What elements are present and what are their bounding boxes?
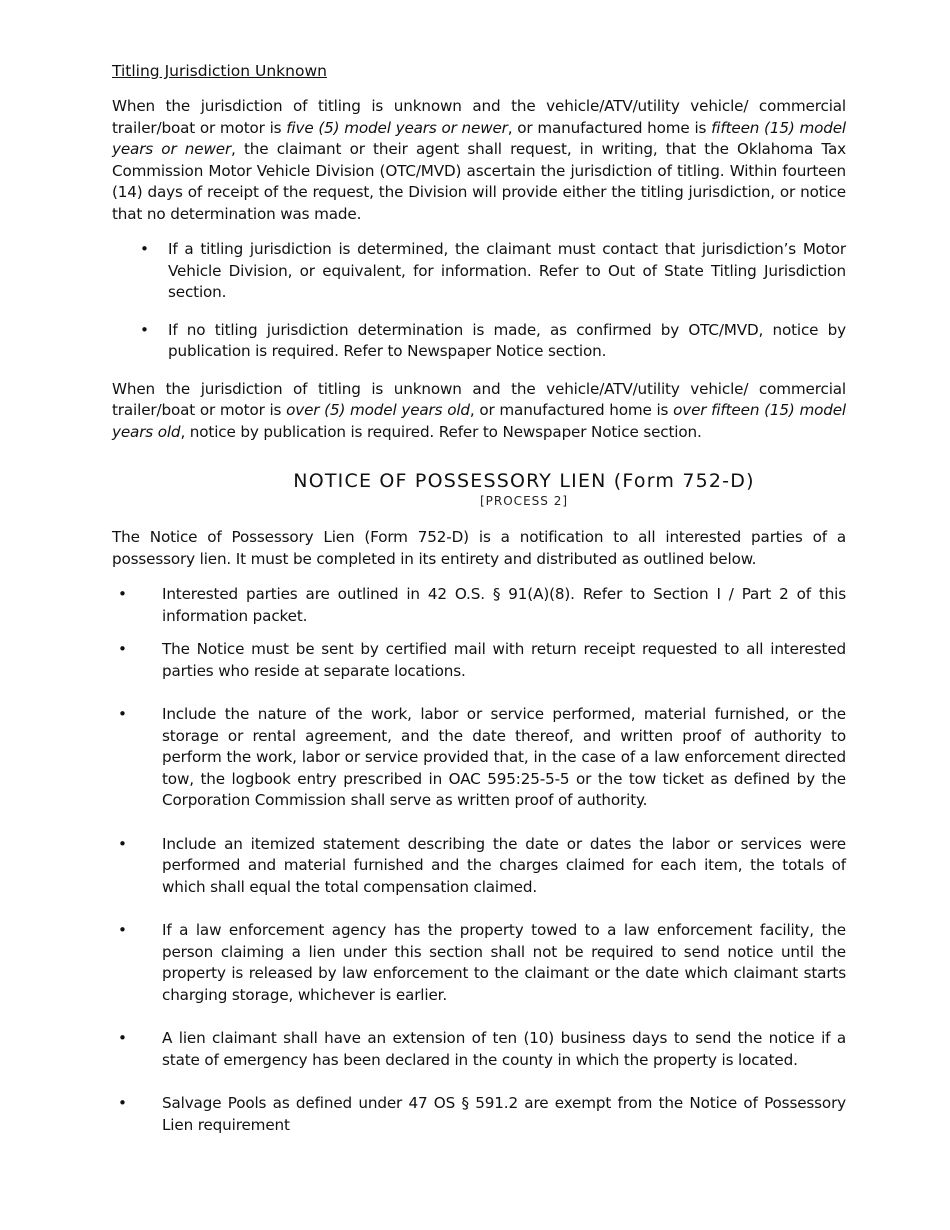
bullet-icon: •: [118, 640, 127, 658]
bullet-icon: •: [118, 921, 127, 939]
list-item: • Include an itemized statement describing the date or dates the labor or services were performed and material furnished and the charges claimed for each item, the totals of which shall equal the total compensation claimed.: [118, 834, 846, 896]
section-title-notice-possessory-lien: NOTICE OF POSSESSORY LIEN (Form 752-D): [293, 470, 755, 492]
paragraph-jurisdiction-older: When the jurisdiction of titling is unknown and the vehicle/ATV/utility vehicle/ commercial trailer/boat or motor is over (5) model years old, or manufactured home is over fifteen (15) model years old, notice by publication is required. Refer to Newspaper Notice section.: [112, 379, 846, 441]
bullet-icon: •: [118, 705, 127, 723]
bullet-icon: •: [118, 585, 127, 603]
list-item: • If a titling jurisdiction is determined, the claimant must contact that jurisdiction’s Motor Vehicle Division, or equivalent, for information. Refer to Out of State Titling Jurisdiction section.: [140, 240, 846, 301]
process-label: [PROCESS 2]: [479, 494, 569, 508]
titling-bullet-list: [112, 239, 846, 363]
bullet-icon: •: [118, 1029, 127, 1047]
list-item: • Interested parties are outlined in 42 O.S. § 91(A)(8). Refer to Section I / Part 2 of this information packet.: [118, 585, 846, 625]
bullet-icon: •: [140, 240, 149, 258]
bullet-icon: •: [118, 834, 127, 853]
list-item: • If a law enforcement agency has the property towed to a law enforcement facility, the person claiming a lien under this section shall not be required to send notice until the property is released by law enforcement to the claimant or the date which claimant starts charging storage, whichever is earlier.: [118, 921, 846, 1004]
paragraph-notice-intro: The Notice of Possessory Lien (Form 752-D) is a notification to all interested parties of a possessory lien. It must be completed in its entirety and distributed as outlined below.: [112, 528, 846, 568]
notice-bullet-list: [112, 584, 846, 1136]
list-item: • Salvage Pools as defined under 47 OS § 591.2 are exempt from the Notice of Possessory Lien requirement: [118, 1094, 846, 1134]
bullet-icon: •: [140, 320, 149, 339]
document-page: [112, 60, 846, 1136]
section-heading-titling-jurisdiction: Titling Jurisdiction Unknown: [112, 62, 327, 80]
paragraph-jurisdiction-newer: When the jurisdiction of titling is unknown and the vehicle/ATV/utility vehicle/ commercial trailer/boat or motor is five (5) model years or newer, or manufactured home is fifteen (15) model years or newer, the claimant or their agent shall request, in writing, that the Oklahoma Tax Commission Motor Vehicle Division (OTC/MVD) ascertain the jurisdiction of titling. Within fourteen (14) days of receipt of the request, the Division will provide either the titling jurisdiction, or notice that no determination was made.: [112, 97, 846, 223]
list-item: • If no titling jurisdiction determination is made, as confirmed by OTC/MVD, notice by publication is required. Refer to Newspaper Notice section.: [140, 320, 846, 360]
list-item: • A lien claimant shall have an extension of ten (10) business days to send the notice if a state of emergency has been declared in the county in which the property is located.: [118, 1029, 846, 1069]
list-item: • The Notice must be sent by certified mail with return receipt requested to all interested parties who reside at separate locations.: [118, 640, 846, 680]
bullet-icon: •: [118, 1094, 127, 1112]
list-item: • Include the nature of the work, labor or service performed, material furnished, or the storage or rental agreement, and the date thereof, and written proof of authority to perform the work, labor or service provided that, in the case of a law enforcement directed tow, the logbook entry prescribed in OAC 595:25-5-5 or the tow ticket as defined by the Corporation Commission shall serve as written proof of authority.: [118, 705, 846, 809]
